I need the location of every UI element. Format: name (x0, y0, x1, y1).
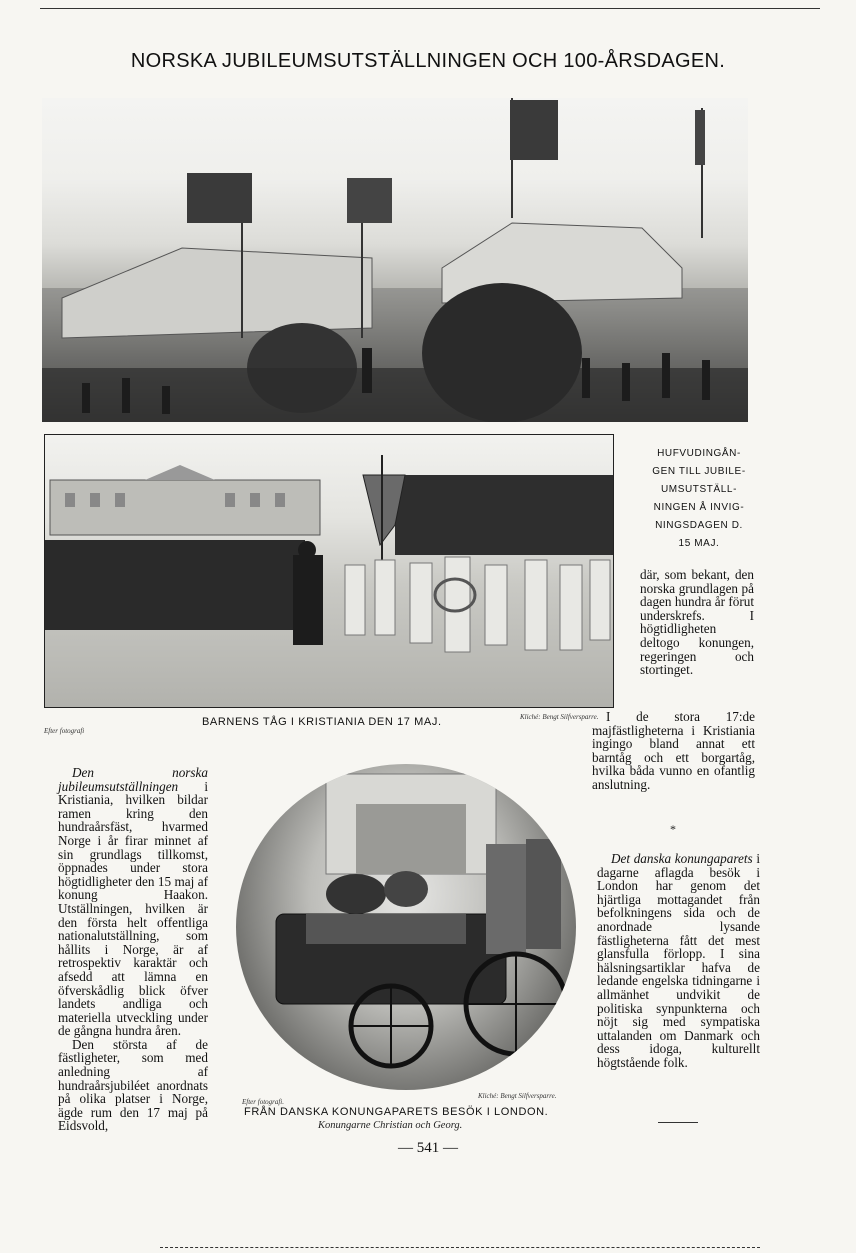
bottom-rule (160, 1247, 760, 1248)
royal-visit-credit-right: Kliché: Bengt Silfversparre. (478, 1092, 557, 1100)
parade-scene (45, 435, 613, 707)
page-number: — 541 — (398, 1140, 458, 1156)
end-rule (658, 1122, 698, 1123)
children-parade-photo (44, 434, 614, 708)
right-paragraph-3: i dagarne aflagda besök i London har genom det hjärtliga mottagandet från befolkningens sida och de anordnade lysande fästligheterna fått det mest glansfulla förlopp. I sina hälsningsartiklar hafva de ledande engelska tidningarne i allmänhet undvikit de politiska synpunkterna och nöjt sig med sympatiska uttalanden om Danmark och dess idoga, kulturellt högtstående folk. (597, 851, 760, 1070)
section-separator: * (670, 822, 676, 836)
left-column (58, 766, 208, 1133)
royal-visit-credit-left: Efter fotografi. (242, 1098, 284, 1106)
page-title: NORSKA JUBILEUMSUTSTÄLLNINGEN OCH 100-ÅRSDAGEN. (130, 50, 726, 72)
right-column-top (640, 568, 754, 677)
left-paragraph-2: Den största af de fästligheter, som med anledning af hundraårsjubiléet anordnats på olika platser i Norge, ägde rum den 17 maj på Eidsvold, (58, 1036, 208, 1134)
royal-visit-subcaption: Konungarne Christian och Georg. (318, 1120, 463, 1131)
children-parade-credit-left: Efter fotografi (44, 727, 85, 735)
right-column-mid (592, 710, 755, 792)
children-parade-caption: BARNENS TÅG I KRISTIANIA DEN 17 MAJ. (202, 716, 442, 728)
top-rule (40, 8, 820, 9)
royal-visit-caption: FRÅN DANSKA KONUNGAPARETS BESÖK I LONDON. (244, 1106, 549, 1118)
right-column-bottom (597, 852, 760, 1070)
children-parade-credit-right: Kliché: Bengt Silfversparre. (520, 713, 599, 721)
royal-visit-photo (236, 764, 576, 1090)
exhibition-entrance-caption: HUFVUDINGÅN- GEN TILL JUBILE- UMSUTSTÄLL- NINGEN Å INVIG- NINGSDAGEN D. 15 MAJ. (652, 448, 746, 549)
right-paragraph-2: I de stora 17:de majfästligheterna i Kristiania ingingo bland annat ett barntåg och ett borgartåg, hvilka båda vunno en ofantlig anslutning. (592, 709, 755, 792)
exhibition-scene (42, 98, 748, 422)
right-paragraph-1: där, som bekant, den norska grundlagen på dagen hundra år förut underskrefs. I högtidligheten deltogo konungen, regeringen och stortinget. (640, 567, 754, 678)
exhibition-entrance-photo (42, 98, 748, 422)
right-paragraph-3-lead: Det danska konungaparets (611, 851, 753, 866)
left-paragraph-1-lead: Den norska jubileumsutställningen (58, 765, 208, 794)
royal-carriage-scene (236, 764, 576, 1090)
left-paragraph-1: i Kristiania, hvilken bildar ramen kring den hundraårsfäst, hvarmed Norge i år firar minnet af sin grundlags tillkomst, öppnades under stora högtidligheter den 15 maj af konung Haakon. Utställningen, hvilken är den första helt offentliga nationalutställning, som hållits i Norge, är af retrospektiv karaktär och afsedd att lämna en öfverskådlig blick öfver landets andliga och materiella utveckling under de gångna hundra åren. (58, 778, 208, 1039)
